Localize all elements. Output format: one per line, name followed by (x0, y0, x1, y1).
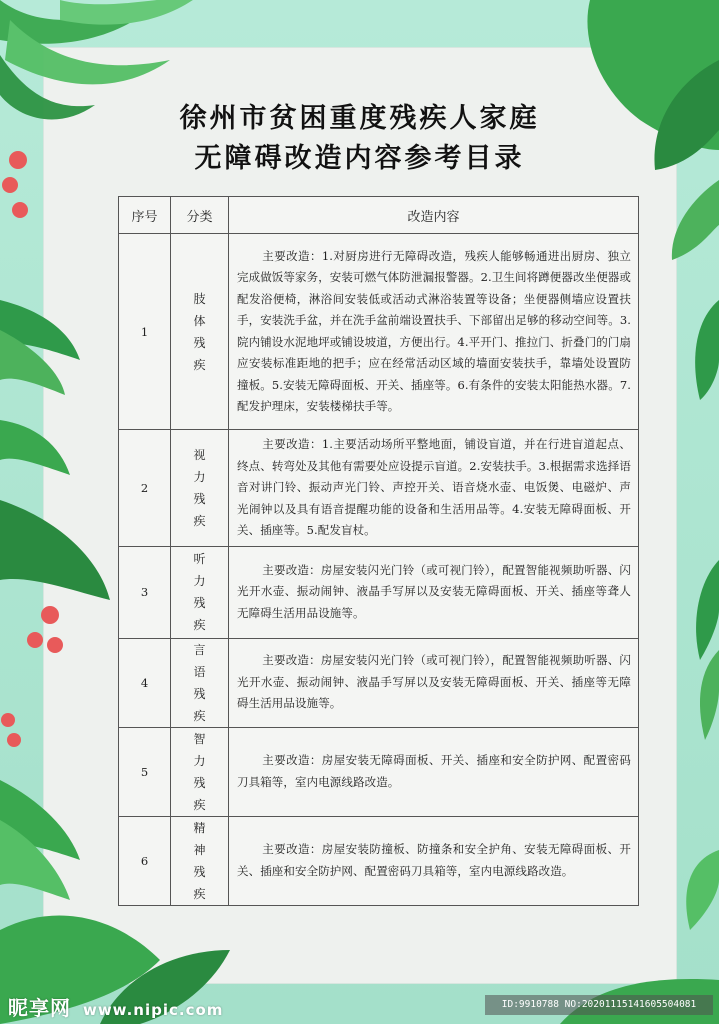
row-category (171, 546, 229, 638)
header-index: 序号 (119, 197, 171, 234)
category-char: 精 (193, 820, 206, 835)
category-char: 力 (193, 574, 206, 588)
category-char: 残 (193, 775, 206, 790)
table-row (119, 727, 639, 816)
category-char: 疾 (193, 708, 206, 723)
row-index: 4 (119, 638, 171, 727)
category-char: 残 (193, 491, 206, 506)
document-title-line2: 无障碍改造内容参考目录 (194, 143, 525, 174)
document-title-line1: 徐州市贫困重度残疾人家庭 (179, 103, 540, 134)
category-char: 疾 (193, 618, 206, 632)
category-char: 智 (193, 731, 206, 746)
row-category (171, 234, 229, 430)
category-char: 体 (193, 313, 206, 328)
row-category (171, 727, 229, 816)
category-char: 疾 (193, 357, 206, 372)
table-header-row (119, 197, 639, 234)
row-index: 2 (119, 430, 171, 547)
category-char: 力 (193, 753, 206, 768)
table-row (119, 234, 639, 430)
table-row (119, 638, 639, 727)
category-char: 语 (193, 664, 206, 679)
watermark-id-badge: ID:9910788 NO:20201115141605504081 (485, 995, 713, 1015)
row-content: 主要改造：1.对厨房进行无障碍改造，残疾人能够畅通进出厨房、独立完成做饭等家务，安装可燃气体防泄漏报警器。2.卫生间将蹲便器改坐便器或配发浴便椅，淋浴间安装低或活动式淋浴装置等设备；坐便器侧墙应设置扶手，安装洗手盆，并在洗手盆前端设置扶手、下部留出足够的移动空间等。3.院内铺设水泥地坪或铺设坡道，方便出行。4.平开门、推拉门、折叠门的门扇应安装标准距地的把手；应在经常活动区域的墙面安装扶手，靠墙处设置防撞板。5.安装无障碍面板、开关、插座等。6.有条件的安装太阳能热水器。7.配发护理床，安装楼梯扶手等。 (229, 234, 639, 430)
category-char: 疾 (193, 886, 206, 901)
row-category (171, 430, 229, 547)
palm-leaf-icon (686, 560, 719, 930)
category-char: 力 (193, 469, 206, 484)
row-index: 5 (119, 727, 171, 816)
header-content: 改造内容 (229, 197, 639, 234)
row-category (171, 816, 229, 905)
fern-icon (0, 300, 110, 900)
category-char: 肢 (193, 291, 206, 306)
category-char: 听 (193, 552, 206, 566)
watermark-logo (8, 992, 223, 1021)
row-index: 3 (119, 546, 171, 638)
category-char: 残 (193, 686, 206, 701)
category-char: 残 (193, 864, 206, 879)
table-row (119, 430, 639, 547)
row-content: 主要改造：房屋安装无障碍面板、开关、插座和安全防护网、配置密码刀具箱等，室内电源线路改造。 (229, 727, 639, 816)
row-category (171, 638, 229, 727)
row-index: 6 (119, 816, 171, 905)
row-content: 主要改造：房屋安装闪光门铃（或可视门铃），配置智能视频助听器、闪光开水壶、振动闹钟、液晶手写屏以及安装无障碍面板、开关、插座等无障碍生活用品设施等。 (229, 638, 639, 727)
category-char: 疾 (193, 513, 206, 528)
table-row (119, 816, 639, 905)
row-content: 主要改造：房屋安装防撞板、防撞条和安全护角、安装无障碍面板、开关、插座和安全防护网、配置密码刀具箱等，室内电源线路改造。 (229, 816, 639, 905)
watermark-url: www.nipic.com (82, 1001, 224, 1019)
table-row (119, 546, 639, 638)
watermark-logo-text: 昵享网 (8, 996, 71, 1020)
row-content: 主要改造：房屋安装闪光门铃（或可视门铃），配置智能视频助听器、闪光开水壶、振动闹钟、液晶手写屏以及安装无障碍面板、开关、插座等聋人无障碍生活用品设施等。 (229, 546, 639, 638)
row-index: 1 (119, 234, 171, 430)
category-char: 疾 (193, 797, 206, 812)
category-char: 残 (193, 335, 206, 350)
category-char: 残 (193, 596, 206, 610)
header-category: 分类 (171, 197, 229, 234)
category-char: 视 (193, 447, 206, 462)
row-content: 主要改造：1.主要活动场所平整地面，铺设盲道，并在行进盲道起点、终点、转弯处及其他有需要处应设提示盲道。2.安装扶手。3.根据需求选择语音对讲门铃、振动声光门铃、声控开关、语音烧水壶、电饭煲、电磁炉、声光闹钟以及具有语音提醒功能的设备和生活用品等。4.安装无障碍面板、开关、插座等。5.配发盲杖。 (229, 430, 639, 547)
category-char: 言 (193, 642, 206, 657)
category-char: 神 (193, 842, 206, 857)
renovation-content-table (118, 196, 639, 906)
